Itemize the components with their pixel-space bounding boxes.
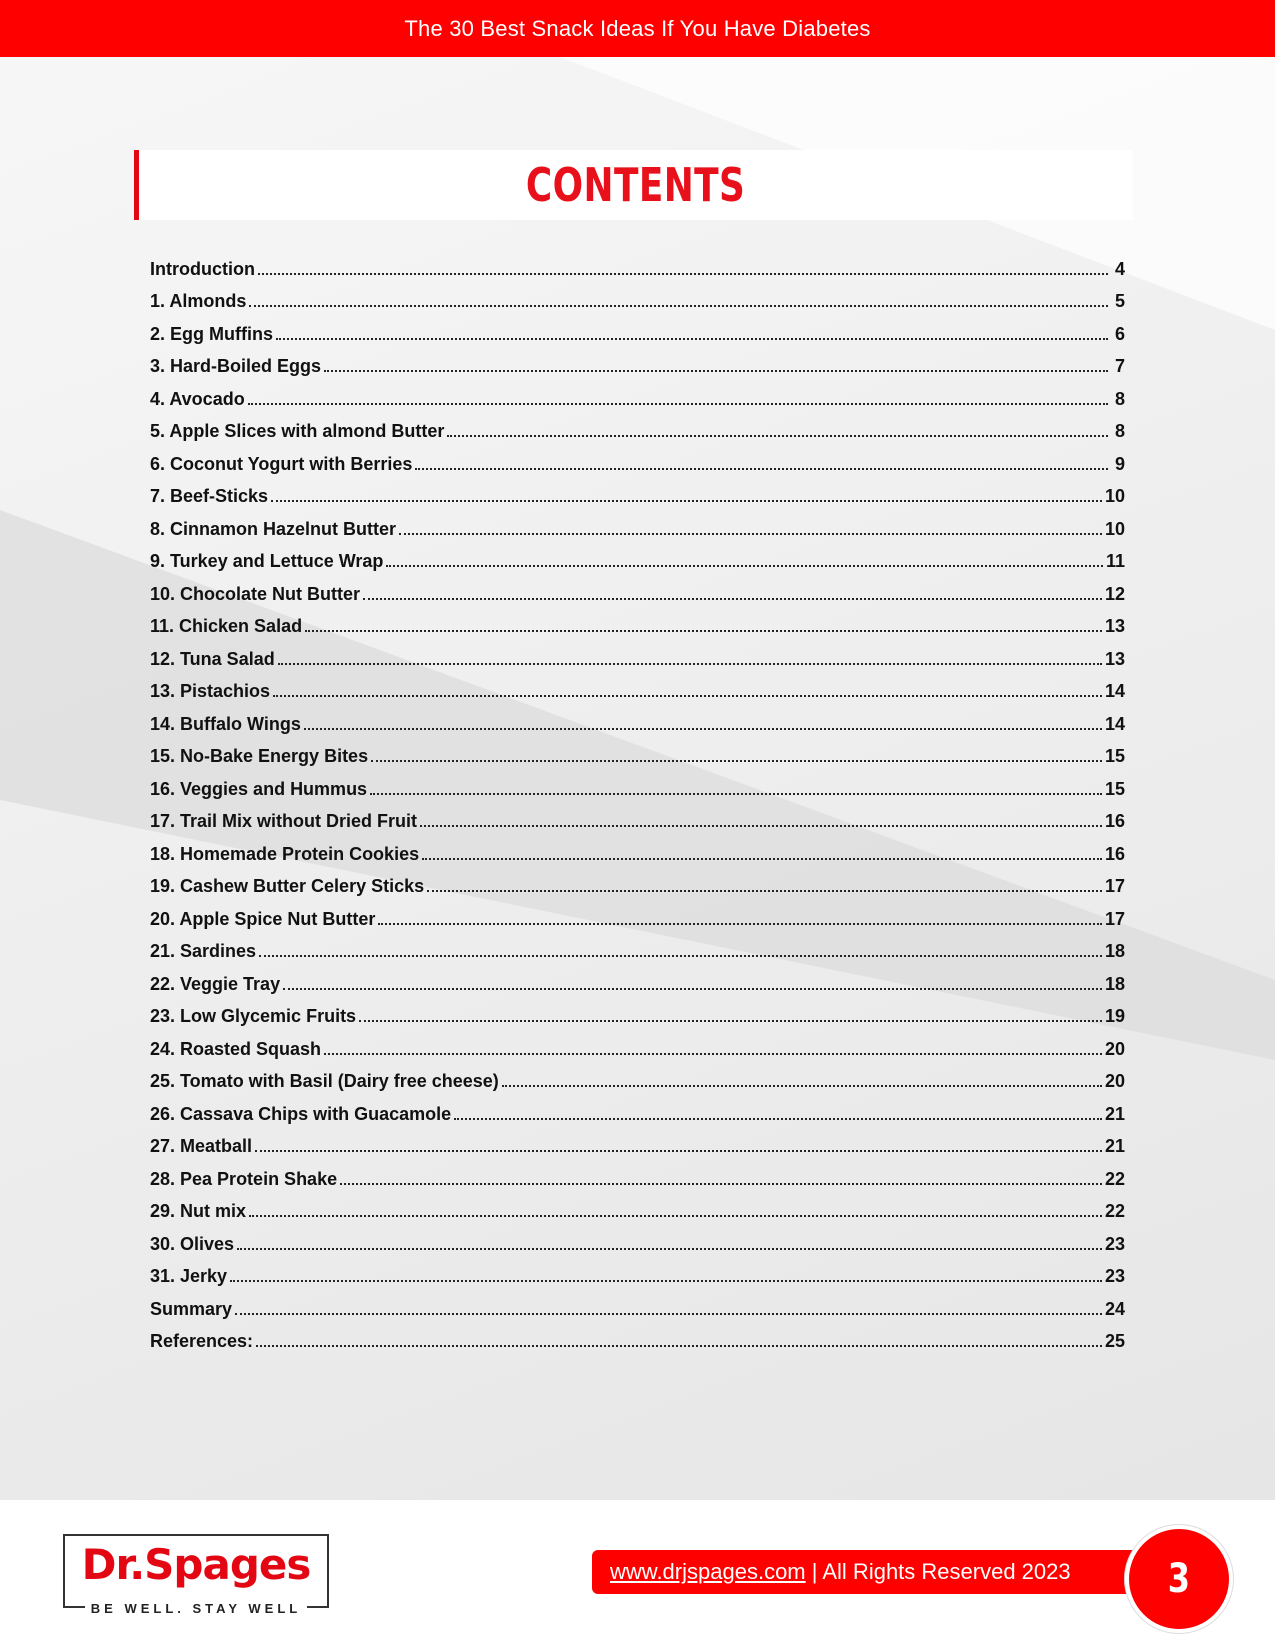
toc-entry-label: 17. Trail Mix without Dried Fruit bbox=[150, 811, 418, 831]
toc-dot-leader bbox=[249, 1214, 1102, 1217]
toc-dot-leader bbox=[324, 1052, 1102, 1055]
toc-entry-label: 16. Veggies and Hummus bbox=[150, 778, 368, 799]
toc-dot-leader bbox=[386, 564, 1103, 567]
website-link[interactable]: www.drjspages.com bbox=[610, 1559, 806, 1584]
toc-entry[interactable] bbox=[150, 767, 1125, 800]
toc-entry[interactable] bbox=[150, 832, 1125, 865]
toc-entry[interactable] bbox=[150, 345, 1125, 378]
toc-entry-label: 19. Cashew Butter Celery Sticks bbox=[150, 876, 425, 896]
toc-entry[interactable] bbox=[150, 1157, 1125, 1190]
toc-entry-label: 20. Apple Spice Nut Butter bbox=[150, 908, 376, 929]
toc-entry[interactable] bbox=[150, 572, 1125, 605]
toc-entry-page: 14 bbox=[1104, 681, 1125, 701]
toc-dot-leader bbox=[502, 1084, 1102, 1087]
toc-dot-leader bbox=[237, 1247, 1102, 1250]
toc-entry-label: Introduction bbox=[150, 258, 255, 279]
toc-dot-leader bbox=[271, 499, 1102, 502]
logo-name: Dr.Spages bbox=[81, 1540, 311, 1589]
toc-entry[interactable] bbox=[150, 637, 1125, 670]
toc-entry-label: 23. Low Glycemic Fruits bbox=[150, 1006, 357, 1026]
toc-entry-page: 17 bbox=[1104, 908, 1125, 929]
toc-entry-page: 17 bbox=[1104, 876, 1125, 896]
toc-entry[interactable] bbox=[150, 1060, 1125, 1093]
toc-entry-label: 29. Nut mix bbox=[150, 1201, 247, 1221]
page-number-badge bbox=[1125, 1525, 1233, 1633]
toc-dot-leader bbox=[427, 889, 1102, 892]
toc-entry-page: 23 bbox=[1104, 1266, 1125, 1286]
toc-entry-label: 18. Homemade Protein Cookies bbox=[150, 843, 420, 864]
toc-entry[interactable] bbox=[150, 442, 1125, 475]
toc-dot-leader bbox=[378, 922, 1102, 925]
toc-entry[interactable] bbox=[150, 507, 1125, 540]
toc-entry-page: 18 bbox=[1104, 941, 1125, 961]
toc-entry[interactable] bbox=[150, 280, 1125, 313]
toc-dot-leader bbox=[304, 727, 1102, 730]
toc-dot-leader bbox=[255, 1149, 1102, 1152]
toc-dot-leader bbox=[305, 629, 1102, 632]
toc-entry-label: 6. Coconut Yogurt with Berries bbox=[150, 453, 413, 474]
header-bar bbox=[0, 0, 1275, 57]
toc-dot-leader bbox=[283, 987, 1102, 990]
toc-dot-leader bbox=[258, 272, 1108, 275]
toc-entry[interactable] bbox=[150, 475, 1125, 508]
toc-entry[interactable] bbox=[150, 800, 1125, 833]
toc-dot-leader bbox=[273, 694, 1102, 697]
toc-dot-leader bbox=[370, 792, 1102, 795]
toc-entry[interactable] bbox=[150, 670, 1125, 703]
toc-entry[interactable] bbox=[150, 735, 1125, 768]
logo-tagline: BE WELL. STAY WELL bbox=[85, 1601, 307, 1616]
toc-entry-page: 21 bbox=[1104, 1136, 1125, 1156]
toc-entry[interactable] bbox=[150, 1190, 1125, 1223]
toc-dot-leader bbox=[248, 402, 1108, 405]
brand-logo bbox=[63, 1534, 329, 1616]
toc-dot-leader bbox=[422, 857, 1102, 860]
toc-entry-page: 11 bbox=[1105, 551, 1125, 571]
toc-entry-label: Summary bbox=[150, 1298, 233, 1319]
toc-entry-label: 12. Tuna Salad bbox=[150, 648, 275, 669]
toc-entry[interactable] bbox=[150, 1255, 1125, 1288]
toc-entry[interactable] bbox=[150, 897, 1125, 930]
toc-entry[interactable] bbox=[150, 605, 1125, 638]
toc-entry-page: 15 bbox=[1104, 778, 1125, 799]
table-of-contents bbox=[150, 247, 1125, 1352]
toc-dot-leader bbox=[399, 532, 1102, 535]
toc-entry-page: 8 bbox=[1114, 388, 1125, 409]
toc-entry-label: 1. Almonds bbox=[150, 291, 247, 311]
toc-entry-label: 22. Veggie Tray bbox=[150, 973, 281, 994]
toc-entry[interactable] bbox=[150, 702, 1125, 735]
toc-entry-page: 7 bbox=[1114, 356, 1125, 376]
toc-entry-label: 9. Turkey and Lettuce Wrap bbox=[150, 551, 384, 571]
toc-entry-page: 10 bbox=[1104, 518, 1125, 539]
document-title: The 30 Best Snack Ideas If You Have Diabetes bbox=[404, 15, 871, 41]
toc-entry-label: 30. Olives bbox=[150, 1233, 235, 1254]
toc-entry[interactable] bbox=[150, 930, 1125, 963]
contents-heading-box bbox=[134, 150, 1133, 220]
toc-entry-page: 22 bbox=[1104, 1168, 1125, 1189]
toc-entry-label: 8. Cinnamon Hazelnut Butter bbox=[150, 518, 397, 539]
toc-entry-page: 13 bbox=[1104, 616, 1125, 636]
toc-entry[interactable] bbox=[150, 1125, 1125, 1158]
contents-heading: CONTENTS bbox=[526, 158, 746, 212]
toc-entry[interactable] bbox=[150, 312, 1125, 345]
toc-entry[interactable] bbox=[150, 865, 1125, 898]
toc-entry-page: 16 bbox=[1104, 811, 1125, 831]
toc-entry-label: 15. No-Bake Energy Bites bbox=[150, 746, 369, 766]
toc-entry-page: 15 bbox=[1104, 746, 1125, 766]
toc-entry-page: 18 bbox=[1104, 973, 1125, 994]
toc-entry-page: 22 bbox=[1104, 1201, 1125, 1221]
copyright-text: | All Rights Reserved 2023 bbox=[805, 1559, 1071, 1584]
toc-entry[interactable] bbox=[150, 1092, 1125, 1125]
toc-entry-page: 24 bbox=[1104, 1298, 1125, 1319]
toc-entry-page: 21 bbox=[1104, 1103, 1125, 1124]
toc-entry-page: 25 bbox=[1104, 1331, 1125, 1351]
toc-entry[interactable] bbox=[150, 410, 1125, 443]
toc-entry-page: 5 bbox=[1114, 291, 1125, 311]
toc-entry-label: 2. Egg Muffins bbox=[150, 323, 273, 344]
toc-dot-leader bbox=[259, 954, 1102, 957]
toc-entry-label: 28. Pea Protein Shake bbox=[150, 1168, 338, 1189]
toc-entry-label: 25. Tomato with Basil (Dairy free cheese) bbox=[150, 1071, 499, 1091]
toc-entry-label: 26. Cassava Chips with Guacamole bbox=[150, 1103, 452, 1124]
toc-entry-page: 13 bbox=[1104, 648, 1125, 669]
toc-entry-label: 27. Meatball bbox=[150, 1136, 253, 1156]
toc-entry-label: 14. Buffalo Wings bbox=[150, 713, 301, 734]
toc-dot-leader bbox=[415, 467, 1108, 470]
toc-entry-page: 9 bbox=[1114, 453, 1125, 474]
toc-entry-label: 13. Pistachios bbox=[150, 681, 271, 701]
toc-entry[interactable] bbox=[150, 1320, 1125, 1353]
toc-dot-leader bbox=[249, 304, 1108, 307]
toc-entry[interactable] bbox=[150, 247, 1125, 280]
toc-entry[interactable] bbox=[150, 1027, 1125, 1060]
toc-dot-leader bbox=[454, 1117, 1102, 1120]
toc-entry-page: 8 bbox=[1114, 421, 1125, 441]
toc-dot-leader bbox=[278, 662, 1102, 665]
toc-dot-leader bbox=[340, 1182, 1102, 1185]
toc-entry-label: 11. Chicken Salad bbox=[150, 616, 303, 636]
toc-entry[interactable] bbox=[150, 1222, 1125, 1255]
toc-entry-label: 21. Sardines bbox=[150, 941, 257, 961]
toc-dot-leader bbox=[363, 597, 1102, 600]
toc-dot-leader bbox=[447, 434, 1108, 437]
toc-entry-label: 10. Chocolate Nut Butter bbox=[150, 583, 361, 604]
toc-entry-page: 19 bbox=[1104, 1006, 1125, 1026]
toc-entry-label: 4. Avocado bbox=[150, 388, 245, 409]
toc-entry[interactable] bbox=[150, 1287, 1125, 1320]
toc-dot-leader bbox=[235, 1312, 1102, 1315]
toc-entry-page: 12 bbox=[1104, 583, 1125, 604]
toc-dot-leader bbox=[276, 337, 1108, 340]
toc-entry-label: 5. Apple Slices with almond Butter bbox=[150, 421, 445, 441]
toc-entry-label: References: bbox=[150, 1331, 254, 1351]
toc-entry-label: 3. Hard-Boiled Eggs bbox=[150, 356, 322, 376]
footer-bar bbox=[592, 1550, 1137, 1594]
toc-entry[interactable] bbox=[150, 540, 1125, 573]
toc-entry-label: 7. Beef-Sticks bbox=[150, 486, 269, 506]
toc-entry-page: 20 bbox=[1104, 1038, 1125, 1059]
toc-entry-page: 23 bbox=[1104, 1233, 1125, 1254]
footer bbox=[0, 1500, 1275, 1650]
toc-entry[interactable] bbox=[150, 962, 1125, 995]
toc-entry-page: 4 bbox=[1114, 258, 1125, 279]
toc-dot-leader bbox=[256, 1344, 1102, 1347]
toc-entry[interactable] bbox=[150, 995, 1125, 1028]
toc-dot-leader bbox=[371, 759, 1102, 762]
toc-entry-page: 16 bbox=[1104, 843, 1125, 864]
toc-dot-leader bbox=[230, 1279, 1102, 1282]
toc-entry-page: 14 bbox=[1104, 713, 1125, 734]
toc-entry-label: 24. Roasted Squash bbox=[150, 1038, 322, 1059]
toc-entry-label: 31. Jerky bbox=[150, 1266, 228, 1286]
toc-entry[interactable] bbox=[150, 377, 1125, 410]
toc-entry-page: 20 bbox=[1104, 1071, 1125, 1091]
toc-entry-page: 10 bbox=[1104, 486, 1125, 506]
toc-entry-page: 6 bbox=[1114, 323, 1125, 344]
page-number: 3 bbox=[1167, 1556, 1191, 1602]
toc-dot-leader bbox=[420, 824, 1102, 827]
toc-dot-leader bbox=[359, 1019, 1102, 1022]
toc-dot-leader bbox=[324, 369, 1108, 372]
